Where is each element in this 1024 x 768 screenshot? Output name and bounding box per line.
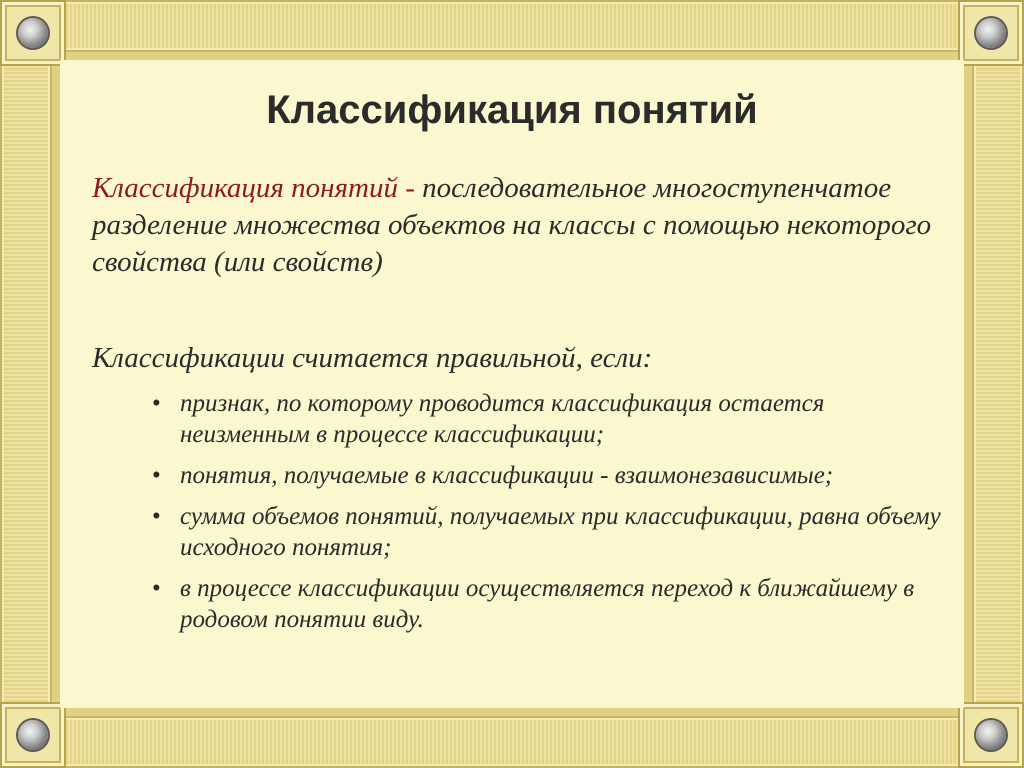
- slide-content: [60, 60, 964, 708]
- list-item-text: сумма объемов понятий, получаемых при классификации, равна объему исходного понятия;: [180, 503, 941, 561]
- list-item: [152, 501, 942, 563]
- bullet-icon: •: [152, 390, 161, 417]
- list-item: [152, 388, 942, 450]
- round-knob-icon: [18, 18, 48, 48]
- corner-top-left: [0, 0, 66, 66]
- frame-inner-left: [52, 52, 60, 716]
- frame-inner-right: [964, 52, 972, 716]
- frame-right: [972, 0, 1024, 768]
- list-item: [152, 573, 942, 635]
- corner-top-right: [958, 0, 1024, 66]
- frame-top: [0, 0, 1024, 52]
- round-knob-icon: [18, 720, 48, 750]
- definition-text: последовательное многоступенчатое разделение множества объектов на классы с помощью некоторого свойства (или свойств): [92, 172, 932, 278]
- round-knob-icon: [976, 18, 1006, 48]
- list-item-text: признак, по которому проводится классификация остается неизменным в процессе классификации;: [180, 390, 825, 448]
- bullet-icon: •: [152, 462, 161, 489]
- list-item-text: в процессе классификации осуществляется переход к ближайшему в родовом понятии виду.: [180, 575, 915, 633]
- list-item: [152, 460, 942, 491]
- definition-paragraph: [92, 170, 942, 281]
- bullet-icon: •: [152, 503, 161, 530]
- frame-inner-bottom: [56, 708, 968, 716]
- corner-bottom-right: [958, 702, 1024, 768]
- criteria-heading: Классификации считается правильной, если:: [92, 342, 653, 374]
- bullet-icon: •: [152, 575, 161, 602]
- definition-term: Классификация понятий -: [92, 172, 415, 204]
- list-item-text: понятия, получаемые в классификации - взаимонезависимые;: [180, 462, 834, 489]
- corner-bottom-left: [0, 702, 66, 768]
- frame-inner-top: [56, 52, 968, 60]
- criteria-list: [152, 388, 942, 645]
- round-knob-icon: [976, 720, 1006, 750]
- slide-title: Классификация понятий: [266, 88, 758, 132]
- frame-bottom: [0, 716, 1024, 768]
- frame-left: [0, 0, 52, 768]
